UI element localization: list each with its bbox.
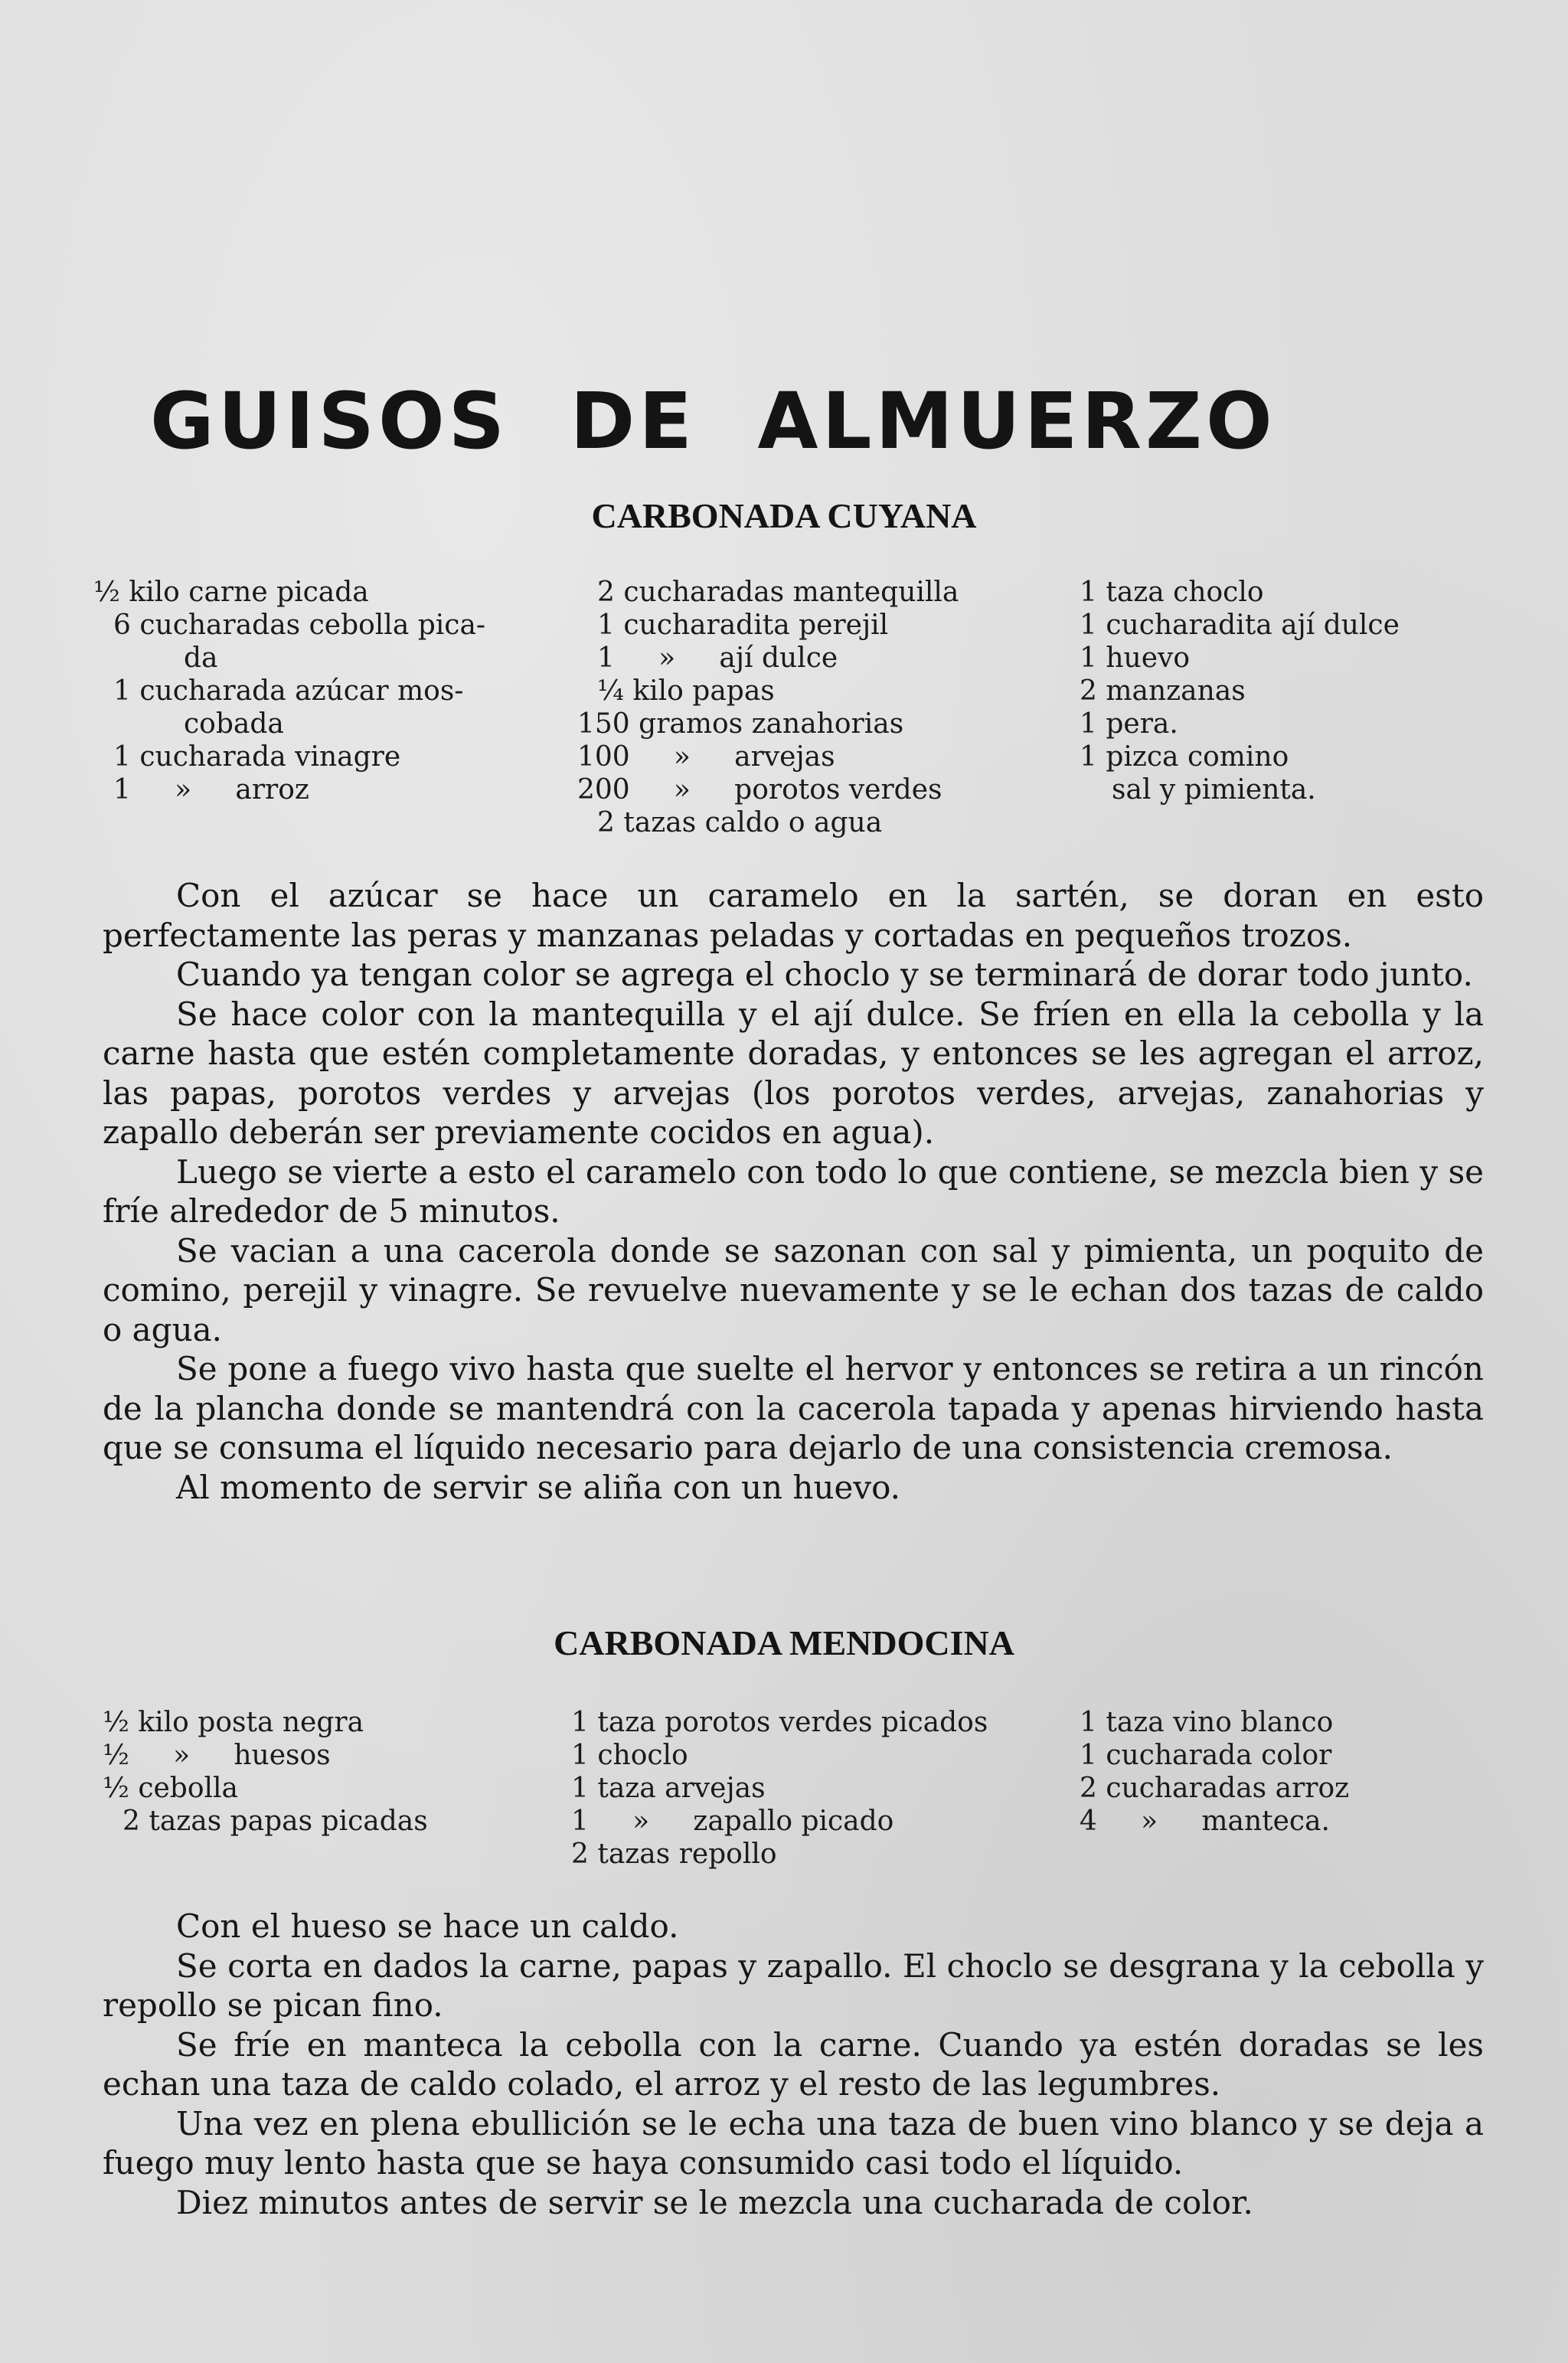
ingredient-item: 1 taza porotos verdes picados xyxy=(571,1707,988,1738)
instruction-paragraph: Diez minutos antes de servir se le mezcla una cucharada de color. xyxy=(176,2183,1253,2221)
ingredient-item: 1 pizca comino xyxy=(1080,741,1289,773)
ingredient-item: 1 pera. xyxy=(1080,708,1178,740)
ingredient-item: 150 gramos zanahorias xyxy=(577,708,904,740)
ingredient-item: ¼ kilo papas xyxy=(597,675,775,707)
instruction-paragraph: Luego se vierte a esto el caramelo con todo lo que contiene, se mezcla bien y se fríe alrededor de 5 minutos. xyxy=(103,1152,1484,1230)
ingredients-column-1 xyxy=(103,1706,428,1838)
ingredients-column-3 xyxy=(1080,576,1400,806)
ingredient-item: 2 tazas papas picadas xyxy=(122,1806,428,1837)
instruction-paragraph: Se fríe en manteca la cebolla con la carne. Cuando ya estén doradas se les echan una taza de caldo colado, el arroz y el resto de las legumbres. xyxy=(103,2025,1484,2103)
ingredient-item: 6 cucharadas cebolla pica- xyxy=(113,610,486,641)
page-title: GUISOS DE ALMUERZO xyxy=(150,376,1276,467)
instruction-paragraph: Una vez en plena ebullición se le echa una taza de buen vino blanco y se deja a fuego muy lento hasta que se haya consumido casi todo el líquido. xyxy=(103,2104,1484,2182)
instruction-paragraph: Se vacian a una cacerola donde se sazonan con sal y pimienta, un poquito de comino, perejil y vinagre. Se revuelve nuevamente y se le echan dos tazas de caldo o agua. xyxy=(103,1231,1484,1348)
ingredient-item: 1 cucharadita perejil xyxy=(597,610,889,641)
ingredient-item: 1 taza vino blanco xyxy=(1080,1707,1334,1738)
ingredient-item: ½ cebolla xyxy=(103,1773,239,1804)
ingredient-item: 1 huevo xyxy=(1080,642,1191,674)
ingredient-item: 2 tazas repollo xyxy=(571,1838,777,1870)
ingredient-item: cobada xyxy=(184,708,284,740)
ingredient-item: 1 » zapallo picado xyxy=(571,1806,894,1837)
instruction-paragraph: Se pone a fuego vivo hasta que suelte el hervor y entonces se retira a un rincón de la plancha donde se mantendrá con la cacerola tapada y apenas hirviendo hasta que se consuma el líquido necesario para dejarlo de una consistencia cremosa. xyxy=(103,1350,1484,1466)
instruction-paragraph: Con el azúcar se hace un caramelo en la sartén, se doran en esto perfectamente las peras y manzanas peladas y cortadas en pequeños trozos. xyxy=(103,877,1484,954)
ingredients-column-3 xyxy=(1080,1706,1349,1838)
ingredient-item: 1 » arroz xyxy=(113,774,309,806)
ingredient-item: ½ kilo posta negra xyxy=(103,1707,364,1738)
ingredient-item: 1 cucharada azúcar mos- xyxy=(113,675,464,707)
ingredient-item: ½ kilo carne picada xyxy=(93,577,369,608)
ingredient-item: 1 choclo xyxy=(571,1740,688,1771)
ingredient-item: ½ » huesos xyxy=(103,1740,331,1771)
ingredient-item: 1 cucharada vinagre xyxy=(113,741,401,773)
instruction-paragraph: Se hace color con la mantequilla y el ají dulce. Se fríen en ella la cebolla y la carne hasta que estén completamente doradas, y entonces se les agregan el arroz, las papas, porotos verdes y arvejas (los porotos verdes, arvejas, zanahorias y zapallo deberán ser previamente cocidos en agua). xyxy=(103,995,1484,1151)
ingredient-item: 2 cucharadas arroz xyxy=(1080,1773,1350,1804)
instruction-paragraph: Con el hueso se hace un caldo. xyxy=(176,1907,679,1945)
ingredient-item: da xyxy=(184,642,218,674)
ingredient-item: 2 manzanas xyxy=(1080,675,1246,707)
ingredients-column-2 xyxy=(577,576,959,839)
ingredient-item: 100 » arvejas xyxy=(577,741,835,773)
instruction-paragraph: Se corta en dados la carne, papas y zapallo. El choclo se desgrana y la cebolla y repollo se pican fino. xyxy=(103,1946,1484,2024)
recipe-title-carbonada-cuyana: CARBONADA CUYANA xyxy=(591,496,977,535)
ingredient-item: 2 tazas caldo o agua xyxy=(597,807,883,838)
instruction-paragraph: Al momento de servir se aliña con un huevo. xyxy=(176,1468,900,1506)
ingredient-item: 1 taza arvejas xyxy=(571,1773,766,1804)
ingredient-item: 1 cucharada color xyxy=(1080,1740,1332,1771)
ingredient-item: sal y pimienta. xyxy=(1112,774,1316,806)
ingredients-column-2 xyxy=(571,1706,988,1871)
instruction-paragraph: Cuando ya tengan color se agrega el choclo y se terminará de dorar todo junto. xyxy=(176,956,1473,993)
ingredient-item: 1 cucharadita ají dulce xyxy=(1080,610,1400,641)
recipe-instructions-carbonada-mendocina xyxy=(103,1907,1484,2222)
ingredient-item: 1 taza choclo xyxy=(1080,577,1264,608)
recipe-title-carbonada-mendocina: CARBONADA MENDOCINA xyxy=(554,1623,1014,1662)
ingredient-item: 1 » ají dulce xyxy=(597,642,838,674)
ingredient-item: 4 » manteca. xyxy=(1080,1806,1330,1837)
ingredients-column-1 xyxy=(93,576,485,806)
ingredient-item: 2 cucharadas mantequilla xyxy=(597,577,959,608)
recipe-instructions-carbonada-cuyana xyxy=(103,876,1484,1507)
ingredient-item: 200 » porotos verdes xyxy=(577,774,942,806)
